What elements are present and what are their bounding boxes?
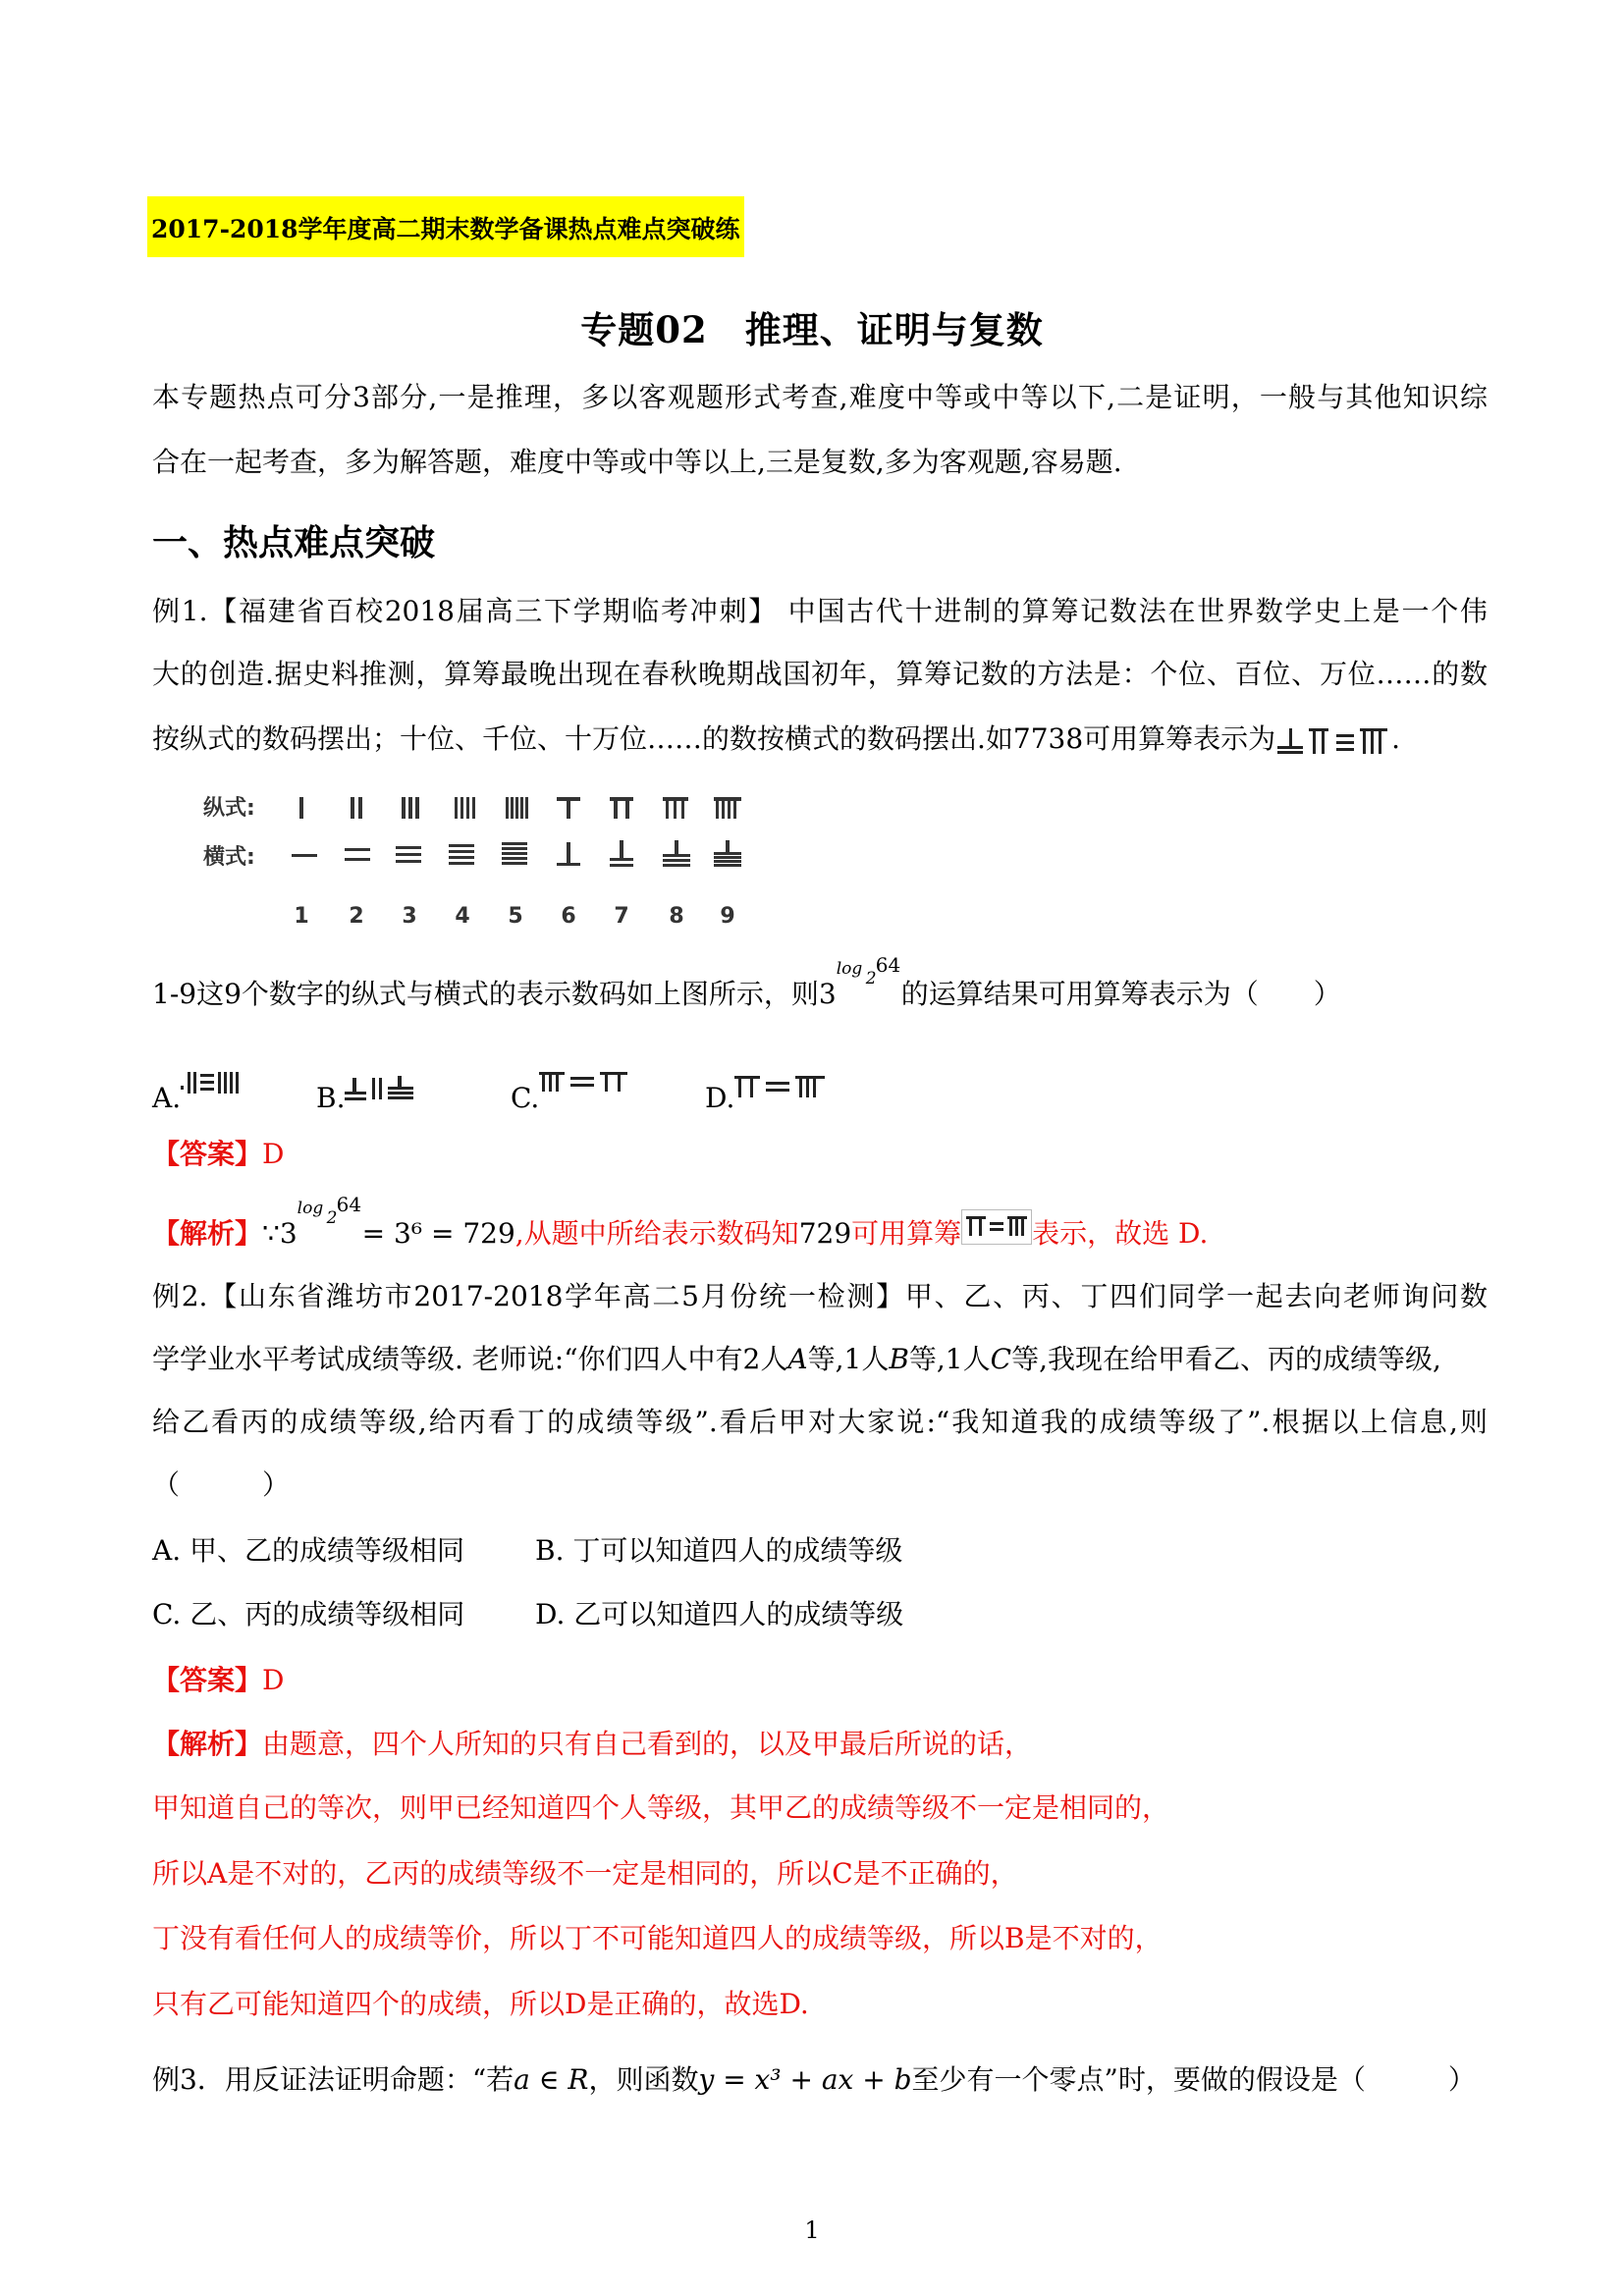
ex2-analysis-5: 只有乙可能知道四个的成绩，所以D是正确的，故选D. (152, 1988, 809, 2020)
ex1-line-2: 大的创造.据史料推测，算筹最晚出现在春秋晚期战国初年，算筹记数的方法是：个位、百位、万位……的数 (152, 658, 1488, 690)
ex1-answer-tag: 【答案】 (152, 1138, 263, 1170)
ex3-function: y = x³ + ax + b (698, 2063, 912, 2096)
rod-digit-7: 7 (614, 904, 629, 929)
ex1-analysis-expr: = 3⁶ = 729 (361, 1217, 515, 1250)
ex3-line (152, 2063, 1488, 2097)
ex1-analysis-mid2: 可用算筹 (851, 1217, 962, 1250)
ex2-analysis-2: 甲知道自己的等次，则甲已经知道四个人等级，其甲乙的成绩等级不一定是相同的， (152, 1791, 1170, 1824)
ex2-option-c: C. 乙、丙的成绩等级相同 (152, 1598, 465, 1630)
exp-sub: 2 (865, 969, 877, 988)
ex2-analysis-4: 丁没有看任何人的成绩等价，所以丁不可能知道四人的成绩等级，所以B是不对的， (152, 1922, 1163, 1954)
ex1-analysis-because: ∵ (262, 1217, 280, 1250)
exp-num: 64 (875, 953, 901, 977)
intro-line-2: 合在一起考查，多为解答题，难度中等或中等以上,三是复数,多为客观题,容易题. (152, 446, 1122, 478)
counting-rod-7738-image (1275, 724, 1391, 758)
page-title: 专题02 推理、证明与复数 (580, 308, 1044, 351)
ex1-option-c (511, 1080, 633, 1115)
analysis-exp-log: log (297, 1199, 324, 1218)
ex1-question-pre: 1-9这9个数字的纵式与横式的表示数码如上图所示，则 (152, 978, 819, 1010)
ex1-question-post: 的运算结果可用算筹表示为（ ） (900, 978, 1341, 1010)
rod-digit-5: 5 (508, 904, 523, 929)
ex2-answer-tag: 【答案】 (152, 1664, 263, 1696)
ex1-option-b-label: B. (316, 1082, 346, 1114)
ex2-analysis-text-1: 由题意，四个人所知的只有自己看到的，以及甲最后所说的话， (262, 1728, 1033, 1760)
option-c-rod-image (539, 1068, 633, 1103)
counting-rod-table (201, 785, 771, 942)
ex1-line-3-text: 按纵式的数码摆出；十位、千位、十万位……的数按横式的数码摆出.如7738可用算筹表示为 (152, 722, 1276, 755)
ex2-option-b: B. 丁可以知道四人的成绩等级 (535, 1534, 903, 1567)
ex1-analysis-exponent (297, 1193, 362, 1251)
ex1-option-b (316, 1080, 419, 1115)
rod-table-row2-label: 横式: (203, 845, 255, 870)
ex1-analysis-tag: 【解析】 (152, 1217, 263, 1250)
ex2-option-d: D. 乙可以知道四人的成绩等级 (535, 1598, 904, 1630)
ex1-question-exponent (836, 953, 901, 1011)
ex2-line-2a: 学学业水平考试成绩等级. 老师说:“你们四人中有2人 (152, 1343, 788, 1375)
ex2-line-1: 例2.【山东省潍坊市2017-2018学年高二5月份统一检测】甲、乙、丙、丁四们同学一起去向老师询问数 (152, 1280, 1488, 1312)
ex1-option-a-label: A. (152, 1082, 182, 1114)
ex1-line-3 (152, 722, 1488, 758)
rod-vertical-row (299, 797, 741, 819)
ex2-analysis-3: 所以A是不对的，乙丙的成绩等级不一定是相同的，所以C是不正确的， (152, 1857, 1018, 1890)
header-banner: 2017-2018学年度高二期末数学备课热点难点突破练 (147, 196, 744, 257)
ex2-answer-value: D (262, 1664, 285, 1696)
ex1-line-1: 例1.【福建省百校2018届高三下学期临考冲刺】 中国古代十进制的算筹记数法在世界数学史上是一个伟 (152, 595, 1488, 627)
option-b-rod-image (345, 1072, 419, 1107)
ex1-option-d-label: D. (705, 1082, 735, 1114)
ex3-mid: ，则函数 (588, 2063, 699, 2096)
exp-log: log (836, 959, 863, 979)
ex2-analysis-1 (152, 1728, 1488, 1761)
rod-digit-8: 8 (669, 904, 684, 929)
rod-digit-labels (294, 904, 734, 929)
ex1-analysis-end: 表示，故选 D. (1032, 1217, 1209, 1250)
rod-digit-1: 1 (294, 904, 309, 929)
ex1-option-c-label: C. (511, 1082, 540, 1114)
ex2-var-c: C (990, 1343, 1012, 1375)
ex1-question (152, 953, 1488, 1011)
ex2-var-b: B (889, 1343, 909, 1375)
ex2-analysis-tag: 【解析】 (152, 1728, 263, 1760)
analysis-exp-sub: 2 (326, 1208, 338, 1228)
ex2-var-a: A (787, 1343, 808, 1375)
section-heading: 一、热点难点突破 (152, 522, 436, 563)
rod-digit-3: 3 (402, 904, 417, 929)
ex1-analysis-base: 3 (279, 1217, 298, 1250)
ex1-answer (152, 1138, 1488, 1171)
rod-digit-2: 2 (349, 904, 364, 929)
ex2-line-3: 给乙看丙的成绩等级,给丙看丁的成绩等级”.看后甲对大家说:“我知道我的成绩等级了”.根据以上信息,则 (152, 1406, 1488, 1438)
ex1-question-base: 3 (818, 978, 837, 1010)
ex2-line-2b: 等,1人 (807, 1343, 890, 1375)
ex2-line-2c: 等,1人 (908, 1343, 991, 1375)
rod-digit-9: 9 (720, 904, 735, 929)
rod-table-row1-label: 纵式: (203, 796, 255, 821)
ex3-condition: a ∈ R (514, 2063, 589, 2096)
ex2-line-4: （ ） (152, 1468, 291, 1501)
rod-digit-4: 4 (455, 904, 470, 929)
intro-line-1: 本专题热点可分3部分,一是推理，多以客观题形式考查,难度中等或中等以下,二是证明，一般与其他知识综 (152, 381, 1488, 413)
ex1-option-a (152, 1080, 240, 1115)
ex2-answer (152, 1664, 1488, 1697)
ex1-analysis-num: 729 (798, 1217, 852, 1250)
ex3-post: 至少有一个零点”时，要做的假设是（ ） (911, 2063, 1476, 2096)
option-d-rod-image (734, 1072, 829, 1107)
ex1-analysis-mid: ,从题中所给表示数码知 (514, 1217, 799, 1250)
ex1-line-3-end: . (1391, 722, 1401, 755)
ex1-analysis (152, 1193, 1488, 1251)
rod-horizontal-row (292, 840, 741, 867)
option-a-rod-image (181, 1068, 240, 1103)
analysis-exp-num: 64 (336, 1193, 362, 1216)
ex2-option-a: A. 甲、乙的成绩等级相同 (152, 1534, 465, 1567)
page-number: 1 (804, 2216, 820, 2244)
ex3-pre: 例3．用反证法证明命题：“若 (152, 2063, 514, 2096)
ex1-option-d (705, 1080, 829, 1115)
rod-digit-6: 6 (561, 904, 576, 929)
analysis-rod-729-image (961, 1209, 1032, 1245)
ex2-line-2d: 等,我现在给甲看乙、丙的成绩等级, (1011, 1343, 1441, 1375)
ex1-answer-value: D (262, 1138, 285, 1170)
ex2-line-2 (152, 1343, 1488, 1376)
